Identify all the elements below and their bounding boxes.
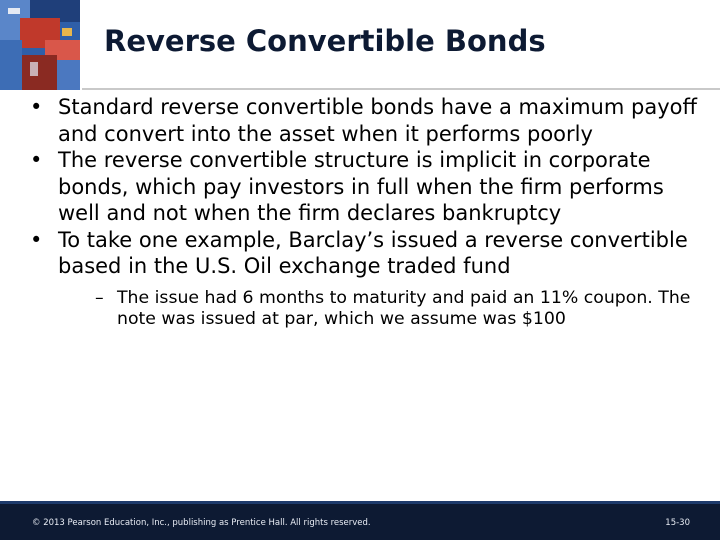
bullet-item	[30, 227, 710, 331]
slide-title: Reverse Convertible Bonds	[104, 24, 546, 58]
bullet-marker: •	[30, 227, 43, 252]
title-divider	[82, 88, 720, 90]
bullet-item	[30, 147, 710, 227]
sub-bullet-marker: –	[95, 287, 104, 308]
bullet-marker: •	[30, 148, 43, 172]
page-number: 15-30	[665, 518, 690, 528]
corner-painting-icon	[0, 0, 80, 90]
bullet-text: Standard reverse convertible bonds have a maximum payoff and convert into the asset when it performs poorly	[58, 95, 697, 146]
sub-bullet-list	[58, 288, 710, 331]
copyright-notice: © 2013 Pearson Education, Inc., publishing as Prentice Hall. All rights reserved.	[32, 518, 371, 528]
sub-bullet-item	[58, 288, 710, 331]
footer-bar	[0, 501, 720, 540]
bullet-text: To take one example, Barclay’s issued a reverse convertible based in the U.S. Oil exchange traded fund	[58, 227, 688, 278]
sub-bullet-text: The issue had 6 months to maturity and paid an 11% coupon. The note was issued at par, which we assume was $100	[117, 287, 691, 329]
bullet-list	[30, 94, 710, 331]
bullet-text: The reverse convertible structure is implicit in corporate bonds, which pay investors in full when the firm performs well and not when the firm declares bankruptcy	[58, 148, 664, 225]
bullet-marker: •	[30, 95, 43, 119]
bullet-item	[30, 94, 710, 147]
